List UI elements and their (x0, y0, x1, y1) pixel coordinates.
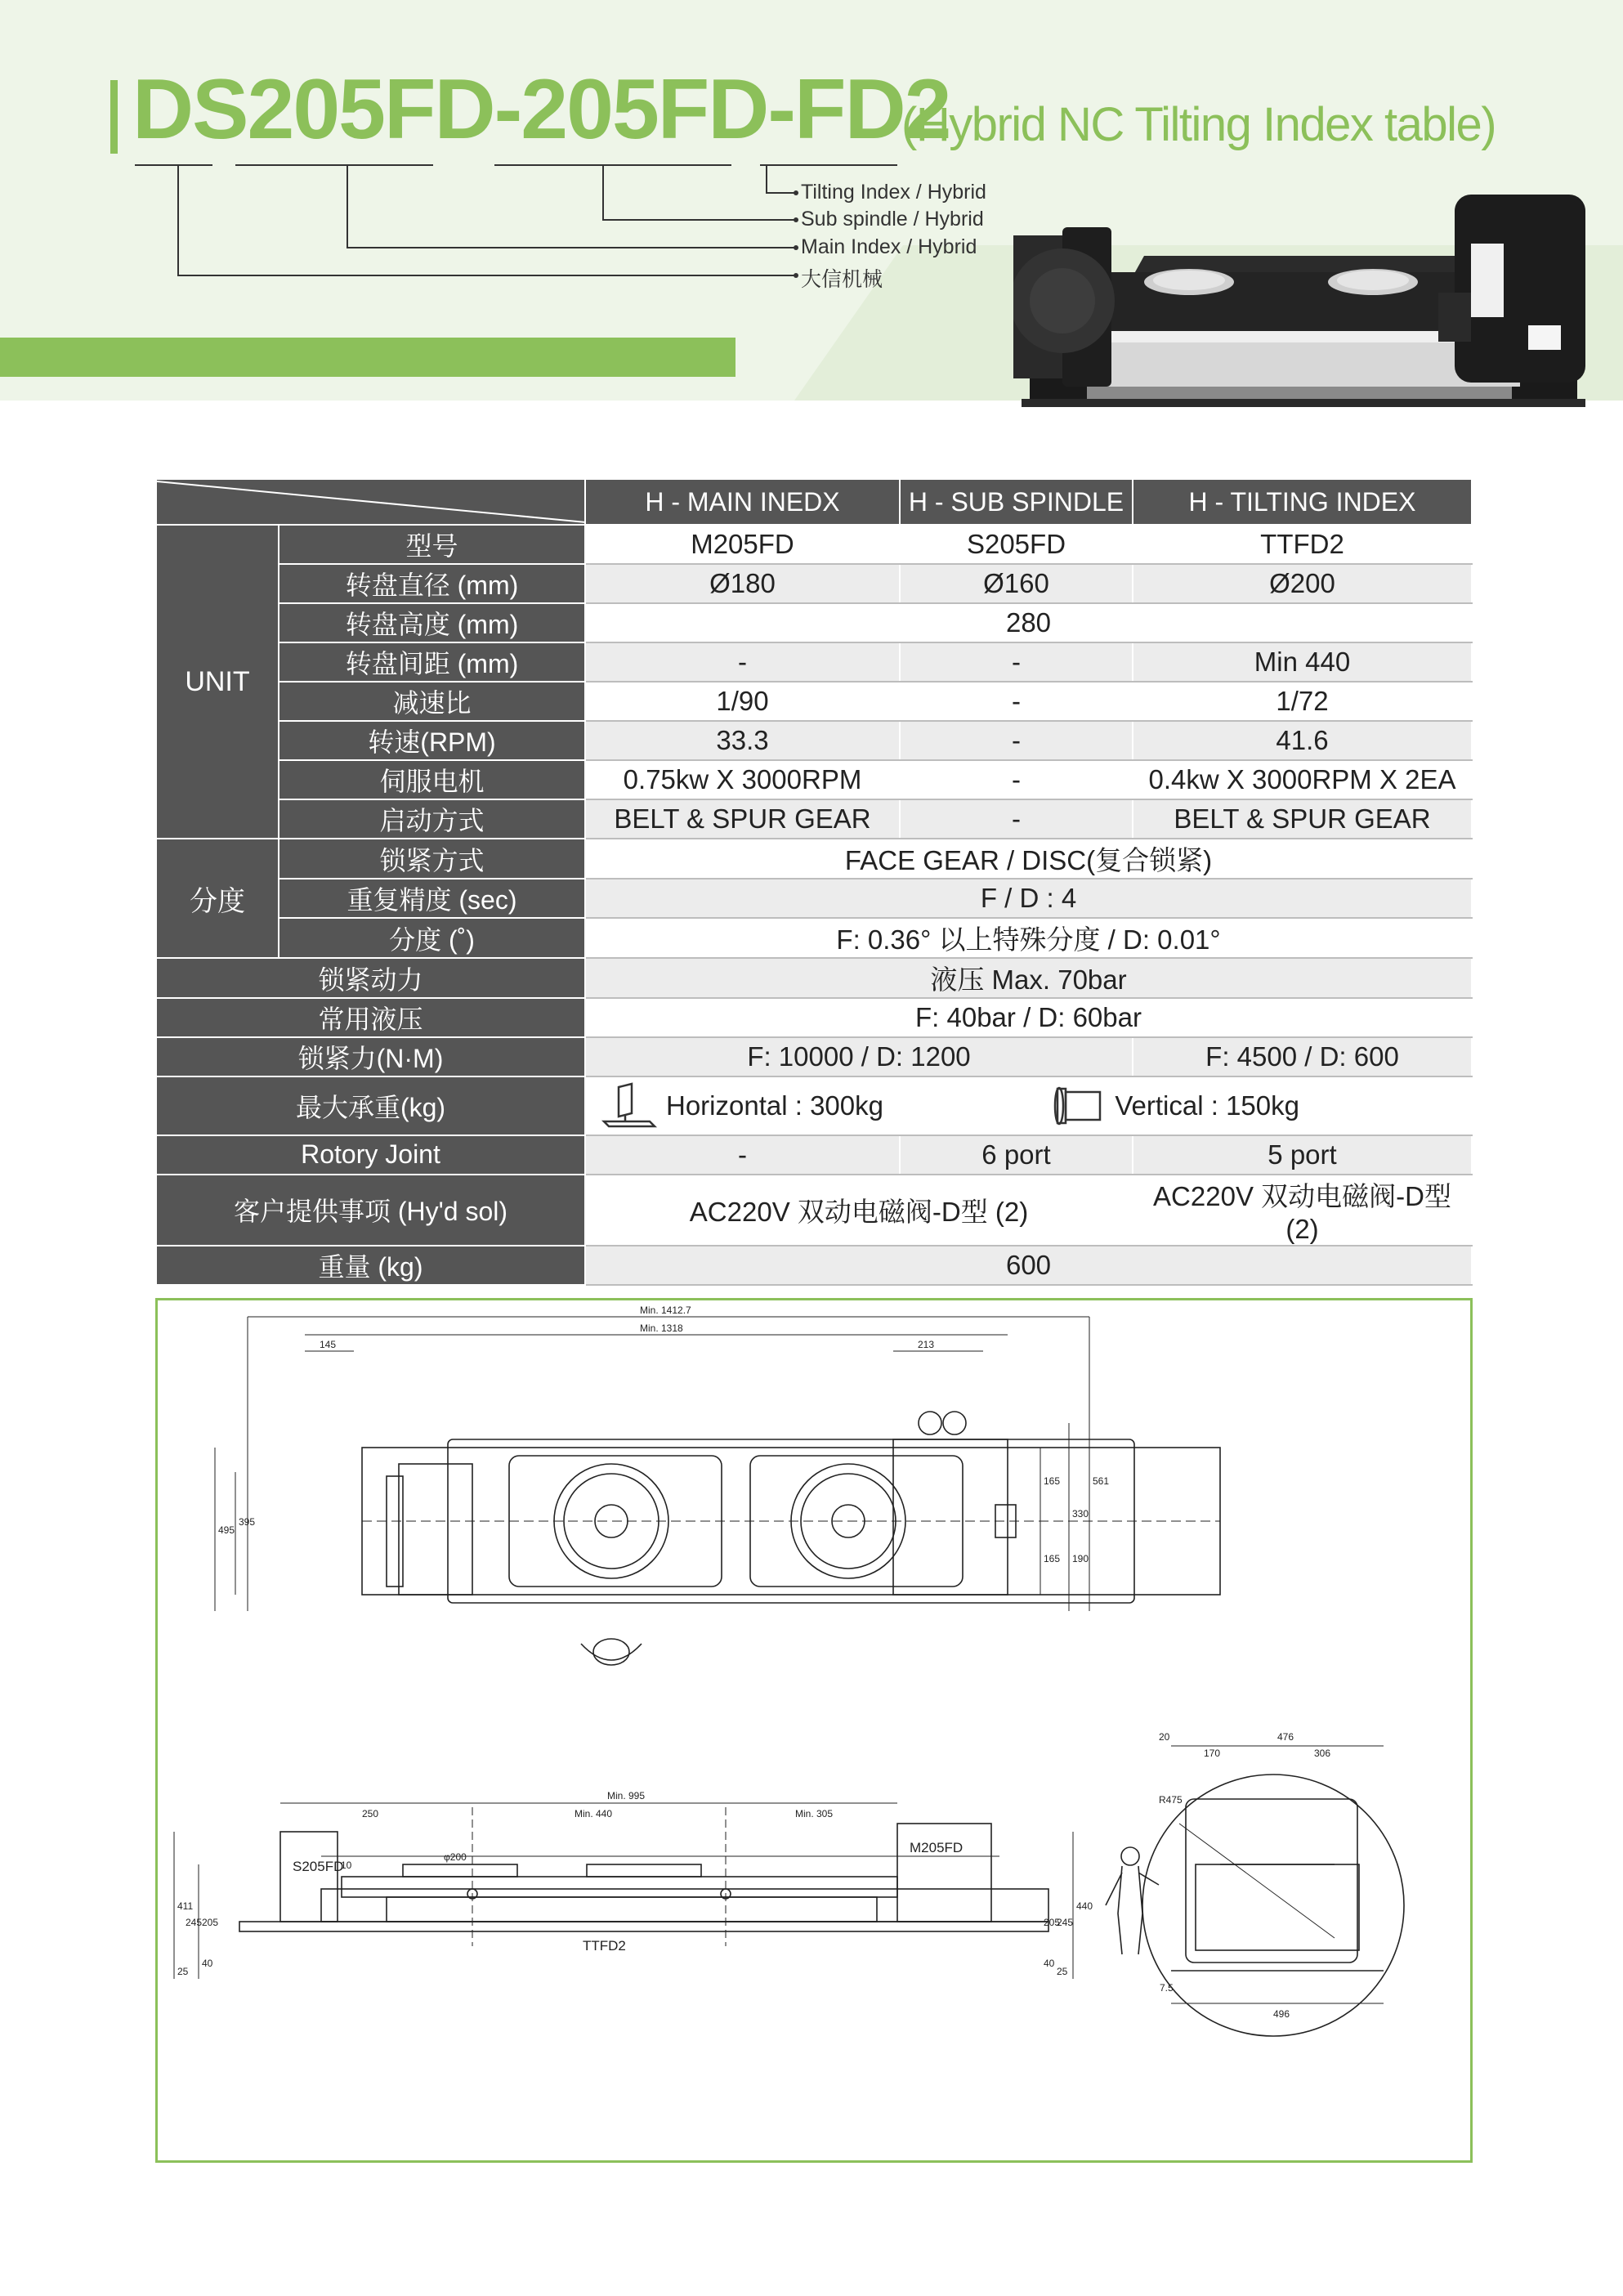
spec-table (155, 478, 1473, 1286)
front-view-base (239, 1922, 1048, 1931)
horizontal-table-icon (601, 1082, 658, 1130)
row-label: 重量 (kg) (156, 1246, 585, 1285)
dim-label: 476 (1277, 1731, 1294, 1743)
row-label: 转盘高度 (mm) (279, 603, 585, 642)
dim-label: 205 (1044, 1917, 1061, 1928)
table-cell: 5 port (1133, 1135, 1472, 1175)
legend-tilting: Tilting Index / Hybrid (801, 181, 986, 204)
row-label: 转速(RPM) (279, 721, 585, 760)
table-cell: 6 port (900, 1135, 1133, 1175)
vertical-table-icon (1053, 1081, 1107, 1131)
dim-label: 25 (177, 1966, 189, 1977)
accent-stripe (0, 338, 735, 377)
row-label: 客户提供事项 (Hy'd sol) (156, 1175, 585, 1246)
row-label: 重复精度 (sec) (279, 879, 585, 918)
table-cell: M205FD (585, 525, 900, 564)
dim-label: 395 (239, 1516, 256, 1528)
row-label: 转盘间距 (mm) (279, 642, 585, 682)
table-cell: - (585, 1135, 900, 1175)
table-cell: BELT & SPUR GEAR (1133, 799, 1472, 839)
row-label: 减速比 (279, 682, 585, 721)
table-cell: 1/72 (1133, 682, 1472, 721)
dim-label: 25 (1057, 1966, 1068, 1977)
dim-label: 170 (1204, 1748, 1221, 1759)
horizontal-load: Horizontal : 300kg (601, 1082, 883, 1130)
dim-label: 330 (1072, 1508, 1089, 1519)
table-cell: Min 440 (1133, 642, 1472, 682)
side-view-swing-circle (1142, 1775, 1404, 2036)
dim-label: 306 (1314, 1748, 1331, 1759)
table-cell: Ø160 (900, 564, 1133, 603)
row-label: Rotory Joint (156, 1135, 585, 1175)
row-label: 转盘直径 (mm) (279, 564, 585, 603)
table-cell: - (900, 760, 1133, 799)
row-label: 锁紧力(N·M) (156, 1037, 585, 1076)
table-corner-cell (156, 479, 585, 525)
dim-label: 411 (177, 1900, 194, 1912)
table-cell: F: 0.36° 以上特殊分度 / D: 0.01° (585, 918, 1472, 958)
table-cell: F: 40bar / D: 60bar (585, 998, 1472, 1037)
row-label: 常用液压 (156, 998, 585, 1037)
table-cell: Ø200 (1133, 564, 1472, 603)
legend-sub-spindle: Sub spindle / Hybrid (801, 208, 984, 230)
legend-maker: 大信机械 (801, 268, 883, 291)
group-label-unit: UNIT (156, 525, 279, 839)
table-cell: F / D : 4 (585, 879, 1472, 918)
label-m205fd: M205FD (910, 1840, 964, 1855)
dim-label: 561 (1093, 1475, 1110, 1487)
table-cell: BELT & SPUR GEAR (585, 799, 900, 839)
table-cell: 液压 Max. 70bar (585, 958, 1472, 998)
row-label: 锁紧动力 (156, 958, 585, 998)
dim-label: 40 (1044, 1958, 1055, 1969)
dim-label: 250 (362, 1808, 379, 1819)
table-cell: 1/90 (585, 682, 900, 721)
dim-label: 495 (218, 1524, 235, 1536)
table-cell: - (585, 642, 900, 682)
dim-label: R475 (1159, 1794, 1183, 1806)
dim-label: 245 (1057, 1917, 1074, 1928)
dim-label: 205 (202, 1917, 219, 1928)
dim-label: 145 (320, 1339, 337, 1350)
row-label: 分度 (˚) (279, 918, 585, 958)
technical-drawing (155, 1298, 1473, 2163)
table-cell: TTFD2 (1133, 525, 1472, 564)
row-label: 启动方式 (279, 799, 585, 839)
row-label: 锁紧方式 (279, 839, 585, 879)
table-cell: F: 10000 / D: 1200 (585, 1037, 1133, 1076)
max-load-cell (585, 1076, 1472, 1135)
table-cell: 41.6 (1133, 721, 1472, 760)
row-label: 伺服电机 (279, 760, 585, 799)
row-label: 最大承重(kg) (156, 1076, 585, 1135)
table-cell: 600 (585, 1246, 1472, 1285)
column-header-tilting: H - TILTING INDEX (1133, 479, 1472, 525)
group-label-index: 分度 (156, 839, 279, 958)
table-cell: - (900, 682, 1133, 721)
table-cell: 280 (585, 603, 1472, 642)
dim-label: 213 (918, 1339, 935, 1350)
dim-label: Min. 1412.7 (640, 1305, 691, 1316)
dim-label: 20 (1159, 1731, 1170, 1743)
table-cell: 0.4kw X 3000RPM X 2EA (1133, 760, 1472, 799)
dim-label: 190 (1072, 1553, 1089, 1564)
column-header-main: H - MAIN INEDX (585, 479, 900, 525)
dim-label: φ200 (444, 1851, 467, 1863)
table-cell: 33.3 (585, 721, 900, 760)
table-cell: - (900, 642, 1133, 682)
dim-label: 10 (341, 1860, 352, 1871)
row-label: 型号 (279, 525, 585, 564)
product-subtitle: (Hybrid NC Tilting Index table) (901, 98, 1496, 151)
table-cell: FACE GEAR / DISC(复合锁紧) (585, 839, 1472, 879)
table-cell: F: 4500 / D: 600 (1133, 1037, 1472, 1076)
dim-label: 245 (186, 1917, 203, 1928)
label-ttfd2: TTFD2 (583, 1938, 626, 1954)
table-cell: 0.75kw X 3000RPM (585, 760, 900, 799)
table-cell: S205FD (900, 525, 1133, 564)
dim-label: Min. 440 (575, 1808, 613, 1819)
dim-label: 7.5 (1160, 1982, 1174, 1994)
dim-label: 440 (1076, 1900, 1093, 1912)
dim-label: Min. 305 (795, 1808, 834, 1819)
dim-label: 165 (1044, 1475, 1061, 1487)
product-photo (1013, 195, 1594, 419)
column-header-sub: H - SUB SPINDLE (900, 479, 1133, 525)
legend-main-index: Main Index / Hybrid (801, 235, 977, 258)
dim-label: Min. 1318 (640, 1323, 683, 1334)
dim-label: 165 (1044, 1553, 1061, 1564)
dim-label: 40 (202, 1958, 213, 1969)
table-cell: - (900, 799, 1133, 839)
table-cell: AC220V 双动电磁阀-D型 (2) (1133, 1175, 1472, 1246)
product-title: DS205FD-205FD-FD2 (132, 62, 950, 157)
table-cell: - (900, 721, 1133, 760)
label-s205fd: S205FD (293, 1859, 344, 1874)
table-cell: AC220V 双动电磁阀-D型 (2) (585, 1175, 1133, 1246)
vertical-load: Vertical : 150kg (1053, 1081, 1299, 1131)
dim-label: 496 (1273, 2008, 1290, 2020)
dim-label: Min. 995 (607, 1790, 646, 1801)
table-cell: Ø180 (585, 564, 900, 603)
